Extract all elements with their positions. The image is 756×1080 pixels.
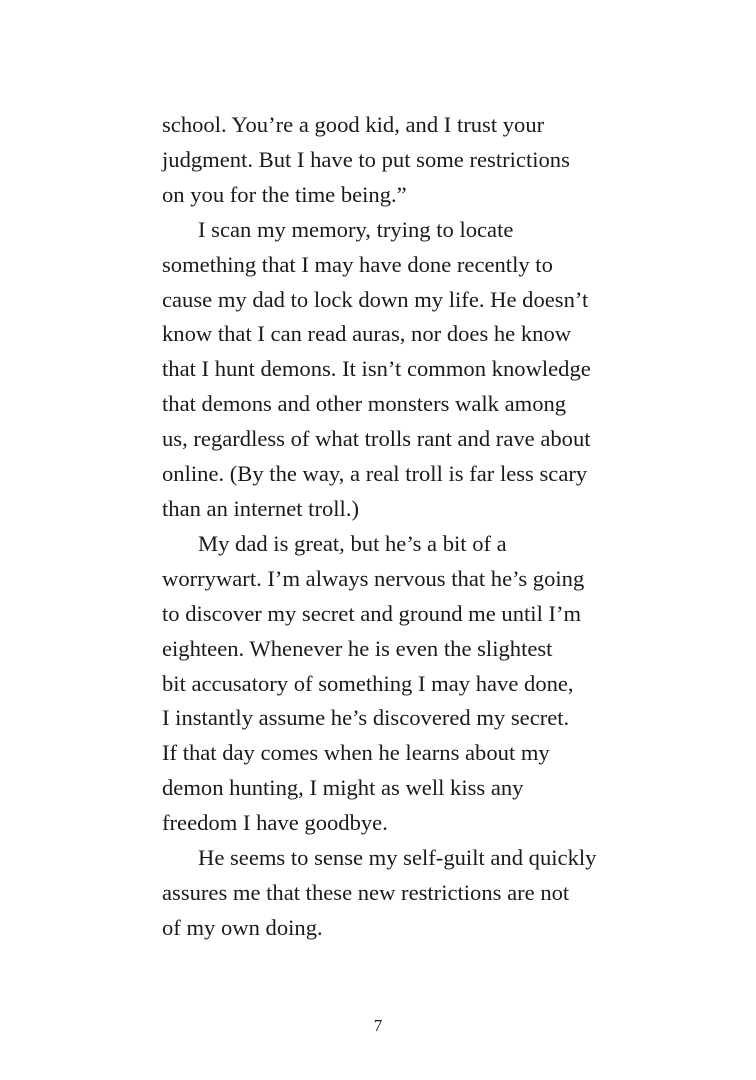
paragraph: [162, 527, 642, 841]
text-line: bit accusatory of something I may have done,: [162, 670, 574, 696]
text-line: that I hunt demons. It isn’t common knowledge: [162, 356, 591, 382]
text-line: to discover my secret and ground me until I’m: [162, 600, 582, 626]
text-line: on you for the time being.”: [162, 181, 407, 207]
text-line: school. You’re a good kid, and I trust your: [162, 112, 545, 137]
body-text: [162, 108, 642, 946]
paragraph: [162, 841, 642, 946]
text-line: worrywart. I’m always nervous that he’s going: [162, 565, 585, 591]
text-line: that demons and other monsters walk among: [162, 391, 567, 417]
text-line: of my own doing.: [162, 914, 323, 940]
text-line: demon hunting, I might as well kiss any: [162, 775, 524, 801]
paragraph: [162, 213, 642, 527]
page-number: 7: [373, 1016, 383, 1035]
text-line: assures me that these new restrictions are not: [162, 879, 570, 905]
text-line: cause my dad to lock down my life. He doesn’t: [162, 286, 589, 312]
text-line: My dad is great, but he’s a bit of a: [198, 530, 507, 556]
text-line: He seems to sense my self-guilt and quickly: [198, 845, 597, 871]
text-line: judgment. But I have to put some restrictions: [162, 146, 570, 172]
paragraph: [162, 108, 642, 213]
text-line: eighteen. Whenever he is even the slightest: [162, 635, 553, 661]
text-line: I scan my memory, trying to locate: [198, 216, 514, 242]
text-line: something that I may have done recently to: [162, 251, 553, 277]
text-line: freedom I have goodbye.: [162, 810, 388, 836]
text-line: know that I can read auras, nor does he know: [162, 321, 572, 347]
text-line: than an internet troll.): [162, 495, 360, 521]
text-line: us, regardless of what trolls rant and rave about: [162, 426, 591, 452]
text-line: If that day comes when he learns about my: [162, 740, 550, 766]
text-line: I instantly assume he’s discovered my secret.: [162, 705, 570, 731]
text-line: online. (By the way, a real troll is far less scary: [162, 461, 588, 487]
